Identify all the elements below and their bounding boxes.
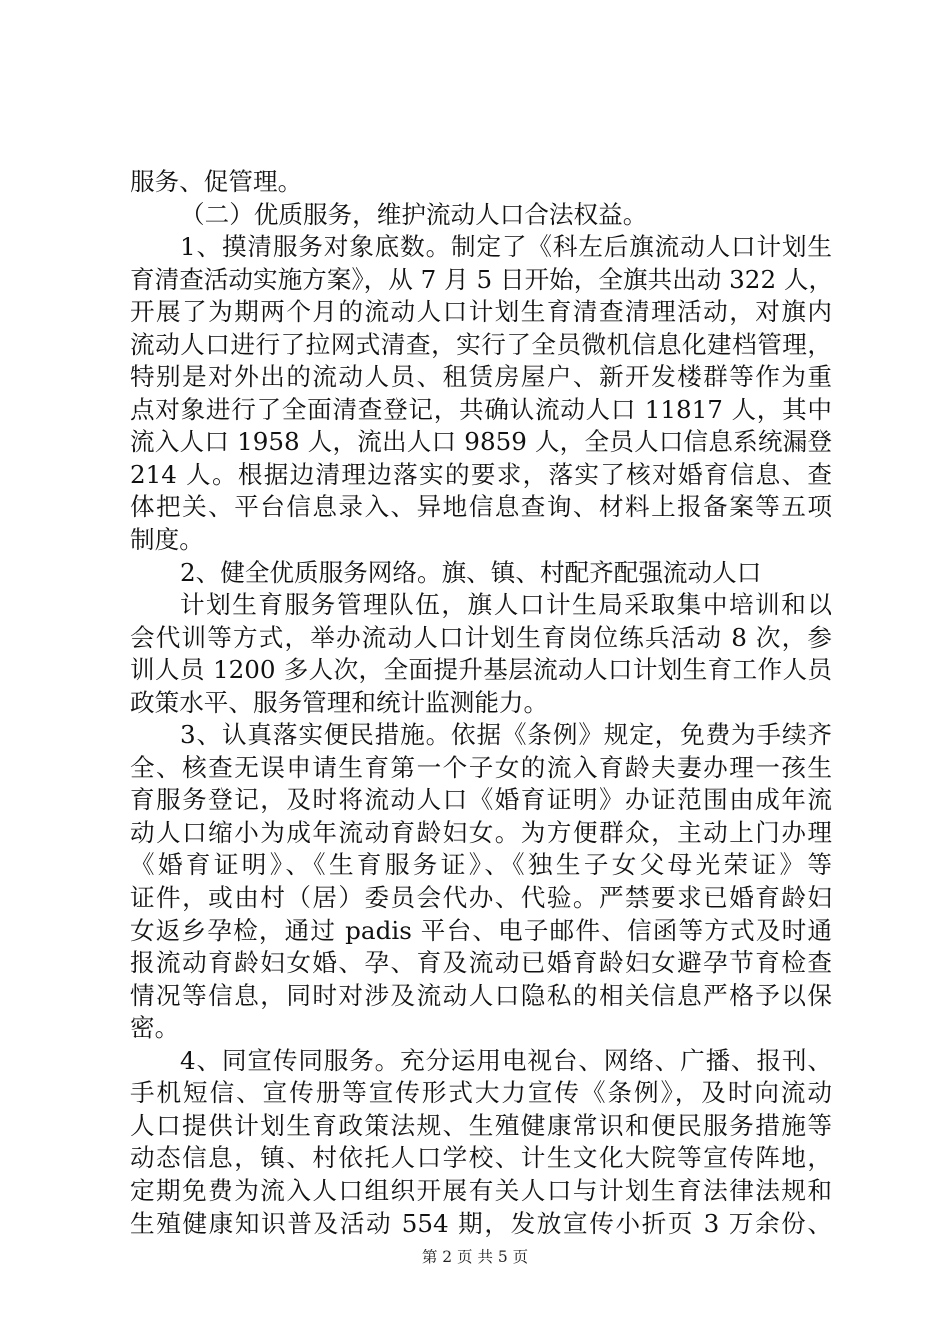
text-line: 214 人。根据边清理边落实的要求，落实了核对婚育信息、查 <box>130 459 832 489</box>
text-line: 开展了为期两个月的流动人口计划生育清查清理活动，对旗内 <box>130 297 832 327</box>
text-line: 生殖健康知识普及活动 554 期，发放宣传小折页 3 万余份、 <box>130 1208 832 1238</box>
text-line: 人口提供计划生育政策法规、生殖健康常识和便民服务措施等 <box>130 1110 832 1140</box>
text-line: 定期免费为流入人口组织开展有关人口与计划生育法律法规和 <box>130 1175 832 1205</box>
text-line: 训人员 1200 多人次，全面提升基层流动人口计划生育工作人员 <box>130 655 832 685</box>
text-line: 服务、促管理。 <box>130 167 303 196</box>
document-body <box>130 166 832 1240</box>
text-line: 全、核查无误申请生育第一个子女的流入育龄夫妻办理一孩生 <box>130 752 832 782</box>
page-footer: 第 2 页 共 5 页 <box>421 1248 529 1266</box>
text-line: 1、摸清服务对象底数。制定了《科左后旗流动人口计划生 <box>180 232 832 262</box>
text-line: 流入人口 1958 人，流出人口 9859 人，全员人口信息系统漏登 <box>130 427 832 457</box>
text-line: 情况等信息，同时对涉及流动人口隐私的相关信息严格予以保 <box>130 980 832 1010</box>
text-line: 证件，或由村（居）委员会代办、代验。严禁要求已婚育龄妇 <box>130 883 832 913</box>
text-line: 流动人口进行了拉网式清查，实行了全员微机信息化建档管理， <box>130 329 832 359</box>
text-line: 动态信息，镇、村依托人口学校、计生文化大院等宣传阵地， <box>130 1143 832 1173</box>
text-line: 特别是对外出的流动人员、租赁房屋户、新开发楼群等作为重 <box>130 362 832 392</box>
text-line: 女返乡孕检，通过 padis 平台、电子邮件、信函等方式及时通 <box>130 915 832 945</box>
text-line: 育服务登记，及时将流动人口《婚育证明》办证范围由成年流 <box>130 785 832 815</box>
text-line: 手机短信、宣传册等宣传形式大力宣传《条例》，及时向流动 <box>130 1078 832 1108</box>
text-line: 体把关、平台信息录入、异地信息查询、材料上报备案等五项 <box>130 492 832 522</box>
text-line: 计划生育服务管理队伍，旗人口计生局采取集中培训和以 <box>180 590 832 620</box>
text-line: 报流动育龄妇女婚、孕、育及流动已婚育龄妇女避孕节育检查 <box>130 948 832 978</box>
text-line: 4、同宣传同服务。充分运用电视台、网络、广播、报刊、 <box>180 1045 832 1075</box>
text-line: （二）优质服务，维护流动人口合法权益。 <box>180 199 648 229</box>
text-line: 会代训等方式，举办流动人口计划生育岗位练兵活动 8 次，参 <box>130 622 832 652</box>
text-line: 2、健全优质服务网络。旗、镇、村配齐配强流动人口 <box>180 557 762 587</box>
text-line: 点对象进行了全面清查登记，共确认流动人口 11817 人，其中 <box>130 394 832 424</box>
text-line: 动人口缩小为成年流动育龄妇女。为方便群众，主动上门办理 <box>130 817 832 847</box>
text-line: 育清查活动实施方案》，从 7 月 5 日开始，全旗共出动 322 人， <box>130 264 834 294</box>
text-line: 密。 <box>130 1013 180 1043</box>
text-line: 制度。 <box>130 525 204 555</box>
text-line: 政策水平、服务管理和统计监测能力。 <box>130 687 549 717</box>
text-line: 3、认真落实便民措施。依据《条例》规定，免费为手续齐 <box>180 720 832 750</box>
text-line: 《婚育证明》、《生育服务证》、《独生子女父母光荣证》等 <box>130 850 832 880</box>
